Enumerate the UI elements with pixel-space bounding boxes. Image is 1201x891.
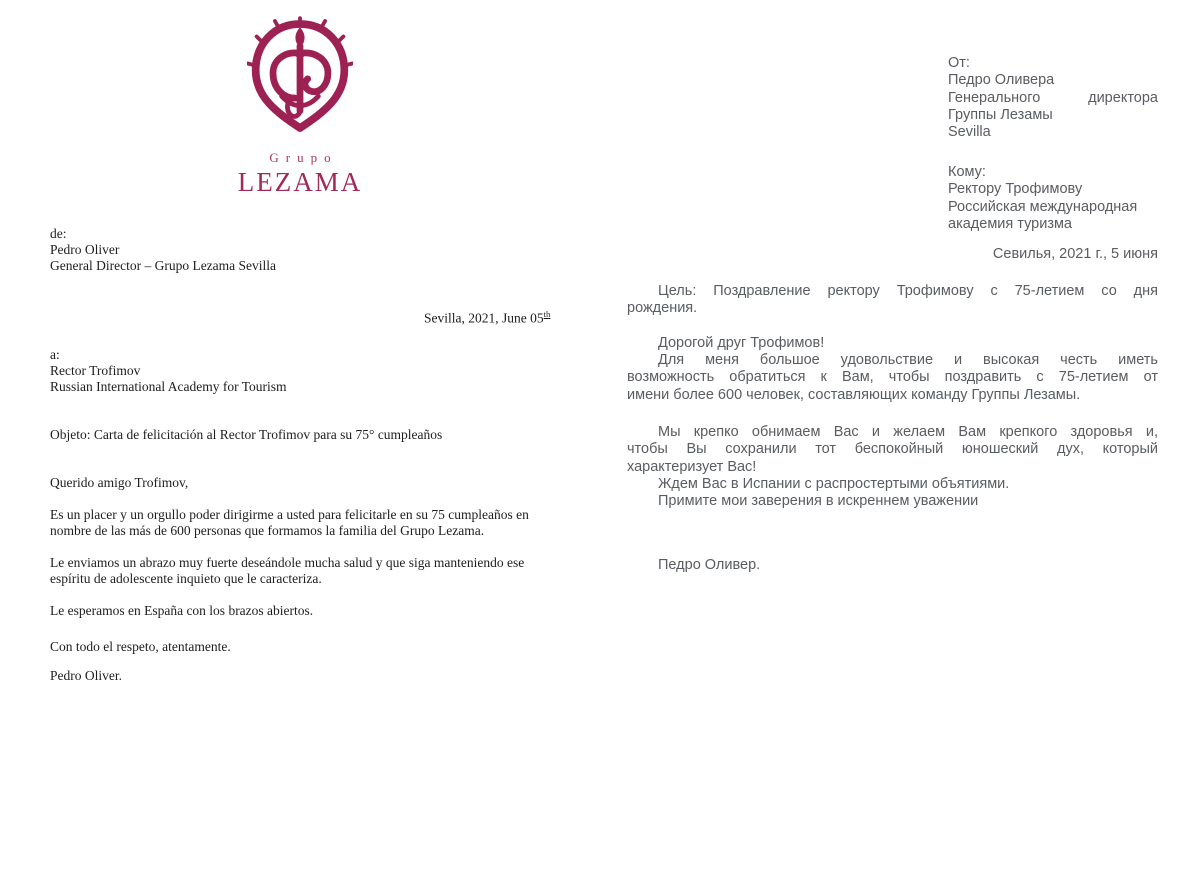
left-paragraph-3: Le esperamos en España con los brazos abiertos. bbox=[50, 603, 314, 618]
left-salutation: Querido amigo Trofimov, bbox=[50, 475, 189, 490]
right-salutation bbox=[627, 335, 1158, 352]
paragraph-line: Примите мои заверения в искреннем уважении bbox=[658, 493, 979, 510]
left-from-name: Pedro Oliver bbox=[50, 242, 120, 257]
left-date-line bbox=[424, 306, 550, 327]
left-subject-line: Objeto: Carta de felicitación al Rector Trofimov para su 75° cumpleaños bbox=[50, 427, 443, 442]
paragraph-line: имени более 600 человек, составляющих команду Группы Лезамы. bbox=[627, 386, 1081, 403]
right-from-title: Генерального директора bbox=[948, 89, 1158, 106]
right-recipient-block bbox=[948, 164, 1158, 233]
left-to-org: Russian International Academy for Tourism bbox=[50, 379, 287, 394]
left-recipient-block bbox=[50, 347, 287, 395]
paragraph-line: nombre de las más de 600 personas que formamos la familia del Grupo Lezama. bbox=[50, 523, 485, 538]
paragraph-line: возможность обратиться к Вам, чтобы поздравить с 75-летием от bbox=[627, 369, 1158, 386]
logo-grupo-text: Grupo bbox=[269, 150, 338, 165]
right-subject-paragraph bbox=[627, 283, 1158, 318]
paragraph-line: рождения. bbox=[627, 300, 698, 317]
paragraph-line: Дорогой друг Трофимов! bbox=[658, 335, 825, 351]
right-from-city: Sevilla bbox=[948, 124, 991, 141]
left-signature: Pedro Oliver. bbox=[50, 668, 122, 683]
paragraph-line: характеризует Вас! bbox=[627, 458, 757, 475]
paragraph-line: Мы крепко обнимаем Вас и желаем Вам крепкого здоровья и, bbox=[658, 424, 1158, 440]
left-from-title: General Director – Grupo Lezama Sevilla bbox=[50, 258, 277, 273]
right-from-title-rest: Группы Лезамы bbox=[948, 106, 1053, 123]
right-paragraph-1 bbox=[627, 352, 1158, 404]
right-date-line: Севилья, 2021 г., 5 июня bbox=[992, 246, 1158, 262]
right-from-label: От: bbox=[948, 55, 970, 71]
right-paragraph-3 bbox=[627, 476, 1158, 511]
right-from-name: Педро Оливера bbox=[948, 72, 1055, 89]
paragraph-line: Le enviamos un abrazo muy fuerte deseándole mucha salud y que siga manteniendo ese bbox=[50, 555, 525, 570]
right-to-org: Российская международная академия туризма bbox=[948, 198, 1138, 232]
paragraph-line: Для меня большое удовольствие и высокая честь иметь bbox=[658, 352, 1158, 368]
right-to-name: Ректору Трофимову bbox=[948, 181, 1083, 198]
left-sender-block bbox=[50, 226, 276, 274]
left-to-name: Rector Trofimov bbox=[50, 363, 141, 378]
grupo-lezama-logo bbox=[186, 16, 414, 198]
right-signature bbox=[627, 557, 1158, 574]
signature-line: Педро Оливер. bbox=[658, 557, 761, 573]
paragraph-line: Es un placer y un orgullo poder dirigirme a usted para felicitarle en su 75 cumpleaños en bbox=[50, 507, 529, 522]
paragraph-line: Цель: Поздравление ректору Трофимову с 75-летием со дня bbox=[658, 283, 1158, 299]
paragraph-line: espíritu de adolescente inquieto que le caracteriza. bbox=[50, 571, 322, 586]
left-to-label: a: bbox=[50, 347, 60, 362]
lezama-emblem-icon bbox=[247, 16, 353, 136]
left-paragraph-2 bbox=[50, 555, 524, 587]
right-paragraph-2 bbox=[627, 424, 1158, 476]
right-to-label: Кому: bbox=[948, 164, 986, 180]
right-sender-block bbox=[948, 55, 1158, 141]
left-paragraph-1 bbox=[50, 507, 529, 539]
left-closing: Con todo el respeto, atentamente. bbox=[50, 639, 231, 654]
left-date-text: Sevilla, 2021, June 05 bbox=[424, 310, 544, 326]
left-date-ordinal: th bbox=[543, 309, 551, 319]
left-from-label: de: bbox=[50, 226, 67, 241]
paragraph-line: чтобы Вы сохранили тот беспокойный юношеский дух, который bbox=[627, 441, 1158, 458]
logo-lezama-text: LEZAMA bbox=[237, 167, 363, 197]
paragraph-line: Ждем Вас в Испании с распростертыми объятиями. bbox=[658, 476, 1010, 492]
